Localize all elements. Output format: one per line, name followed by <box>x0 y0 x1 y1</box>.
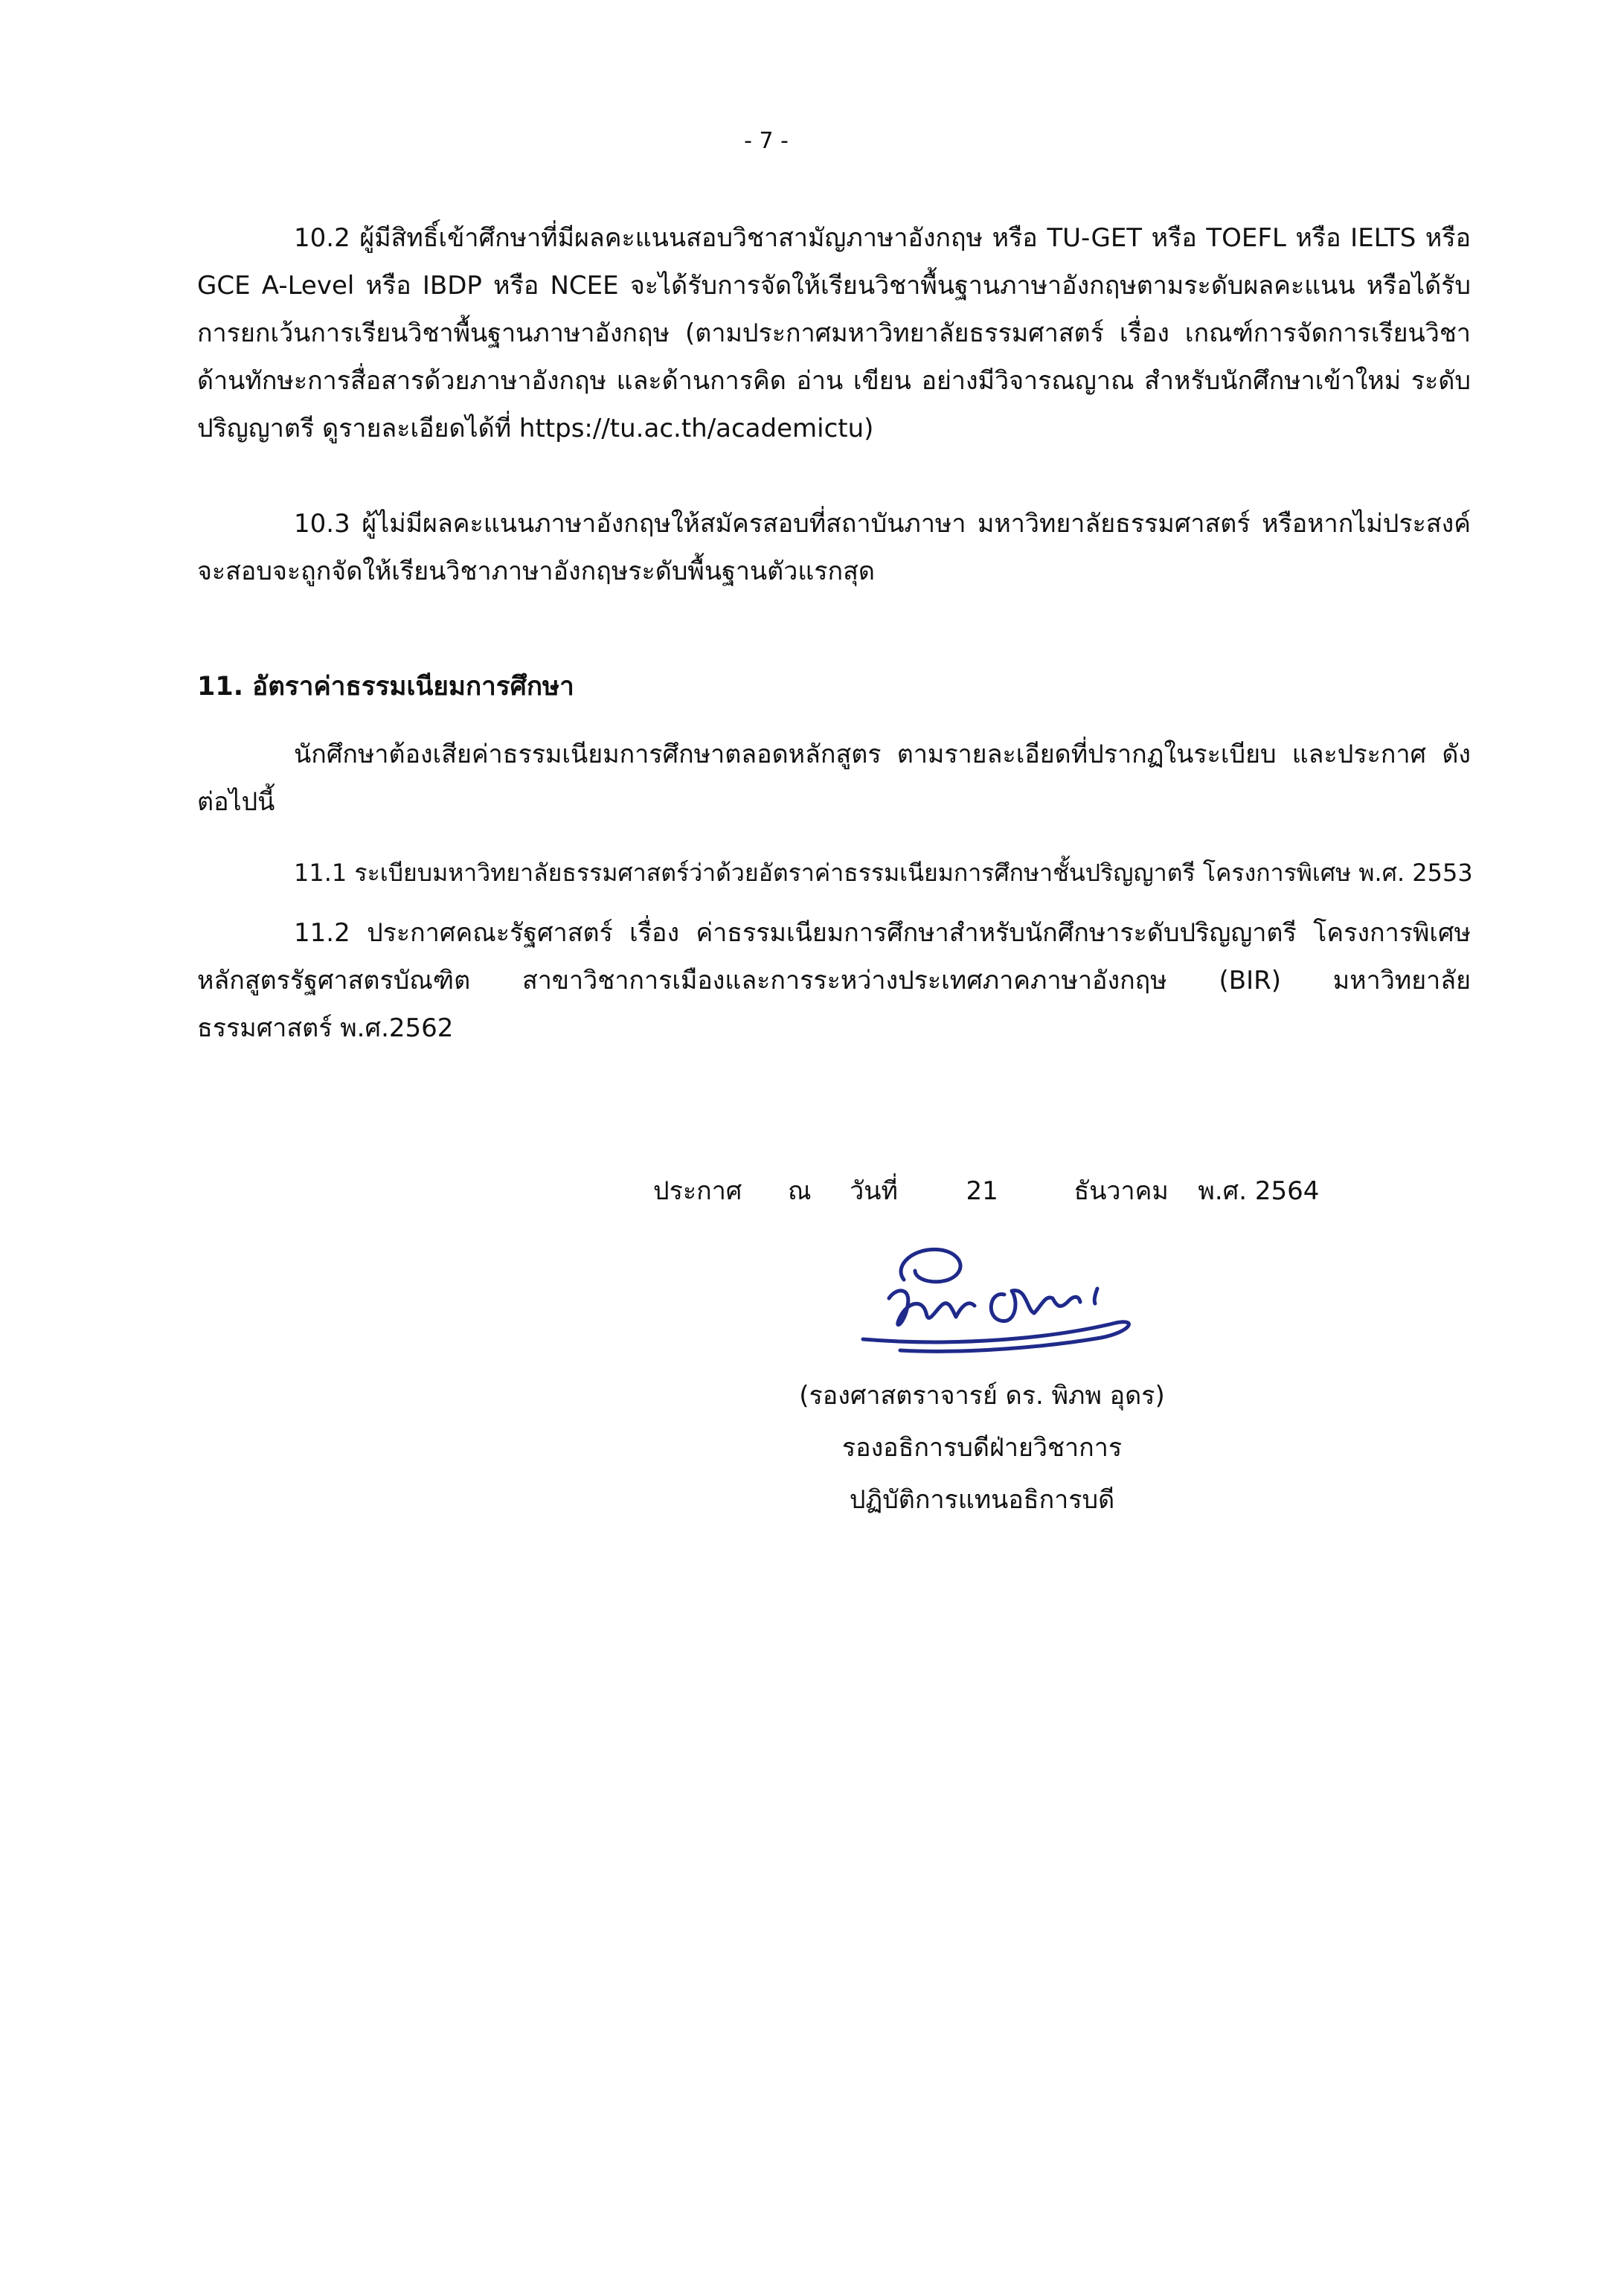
announcement-at: ณ <box>788 1176 812 1206</box>
section-11-heading: 11. อัตราค่าธรรมเนียมการศึกษา <box>197 672 574 702</box>
page-number: - 7 - <box>744 128 789 154</box>
announcement-date-line <box>653 1170 1319 1210</box>
handwritten-signature <box>803 1235 1190 1376</box>
announcement-year: พ.ศ. 2564 <box>1198 1176 1320 1206</box>
paragraph-11-2-text: 11.2 ประกาศคณะรัฐศาสตร์ เรื่อง ค่าธรรมเนียมการศึกษาสำหรับนักศึกษาระดับปริญญาตรี โครงการพิเศษ หลักสูตรรัฐศาสตรบัณฑิต สาขาวิชาการเมืองและการระหว่างประเทศภาคภาษาอังกฤษ (BIR) มหาวิทยาลัยธรรมศาสตร์ พ.ศ.2562 <box>197 918 1471 1043</box>
announcement-month: ธันวาคม <box>1073 1176 1169 1206</box>
announcement-day: 21 <box>966 1176 998 1206</box>
paragraph-10-3-text: 10.3 ผู้ไม่มีผลคะแนนภาษาอังกฤษให้สมัครสอบที่สถาบันภาษา มหาวิทยาลัยธรรมศาสตร์ หรือหากไม่ประสงค์จะสอบจะถูกจัดให้เรียนวิชาภาษาอังกฤษระดับพื้นฐานตัวแรกสุด <box>197 509 1471 586</box>
announcement-date-label: วันที่ <box>850 1176 898 1206</box>
paragraph-10-3 <box>197 500 1471 595</box>
signatory-name: (รองศาสตราจารย์ ดร. พิภพ อุดร) <box>799 1381 1165 1411</box>
paragraph-10-2 <box>197 214 1471 452</box>
signatory-acting: ปฏิบัติการแทนอธิการบดี <box>849 1485 1115 1515</box>
section-11-intro-text: นักศึกษาต้องเสียค่าธรรมเนียมการศึกษาตลอดหลักสูตร ตามรายละเอียดที่ปรากฏในระเบียบ และประกาศ ดังต่อไปนี้ <box>197 740 1471 817</box>
paragraph-10-2-text: 10.2 ผู้มีสิทธิ์เข้าศึกษาที่มีผลคะแนนสอบวิชาสามัญภาษาอังกฤษ หรือ TU-GET หรือ TOEFL หรือ IELTS หรือ GCE A-Level หรือ IBDP หรือ NCEE จะได้รับการจัดให้เรียนวิชาพื้นฐานภาษาอังกฤษตามระดับผลคะแนน หรือได้รับการยกเว้นการเรียนวิชาพื้นฐานภาษาอังกฤษ (ตามประกาศมหาวิทยาลัยธรรมศาสตร์ เรื่อง เกณฑ์การจัดการเรียนวิชาด้านทักษะการสื่อสารด้วยภาษาอังกฤษ และด้านการคิด อ่าน เขียน อย่างมีวิจารณญาณ สำหรับนักศึกษาเข้าใหม่ ระดับปริญญาตรี ดูรายละเอียดได้ที่ https://tu.ac.th/academictu) <box>197 223 1471 443</box>
paragraph-11-1: 11.1 ระเบียบมหาวิทยาลัยธรรมศาสตร์ว่าด้วยอัตราค่าธรรมเนียมการศึกษาชั้นปริญญาตรี โครงการพิเศษ พ.ศ. 2553 <box>294 859 1473 887</box>
paragraph-11-2 <box>197 909 1471 1052</box>
announcement-prefix: ประกาศ <box>653 1176 742 1206</box>
section-11-intro <box>197 731 1471 826</box>
signatory-position: รองอธิการบดีฝ่ายวิชาการ <box>841 1433 1123 1463</box>
